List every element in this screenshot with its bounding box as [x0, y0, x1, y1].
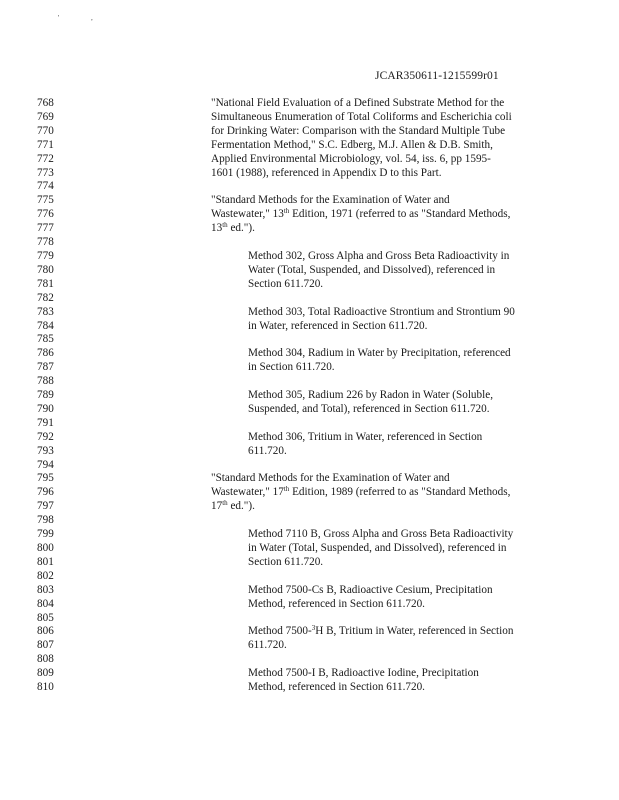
- line-number: 805: [37, 611, 54, 624]
- line-number: 773: [37, 166, 54, 179]
- text-line: [0, 208, 619, 222]
- line-number: 777: [37, 222, 54, 235]
- line-text: [248, 445, 287, 459]
- text-line: [0, 681, 619, 695]
- line-number: 783: [37, 305, 54, 318]
- text-line: [0, 445, 619, 459]
- line-text-continued: Edition, 1971 (referred to as "Standard Methods,: [289, 208, 511, 221]
- line-number: 792: [37, 430, 54, 443]
- text-line: [0, 500, 619, 514]
- text-line: [0, 139, 619, 153]
- text-line: [0, 333, 619, 347]
- text-line: [0, 361, 619, 375]
- line-text-main: Method 304, Radium in Water by Precipitation, referenced: [248, 347, 511, 360]
- text-line: [0, 667, 619, 681]
- numbered-text-body: [0, 97, 619, 695]
- line-number: 798: [37, 514, 54, 527]
- line-text: [248, 264, 495, 278]
- line-number: 775: [37, 194, 54, 207]
- text-line: [0, 542, 619, 556]
- line-number: 807: [37, 639, 54, 652]
- line-number: 768: [37, 97, 54, 109]
- line-text-main: in Water (Total, Suspended, and Dissolved), referenced in: [248, 542, 507, 554]
- line-text-main: Method 303, Total Radioactive Strontium and Strontium 90: [248, 305, 515, 318]
- line-text-main: Suspended, and Total), referenced in Section 611.720.: [248, 402, 490, 415]
- line-number: 799: [37, 528, 54, 541]
- line-text: [248, 681, 425, 695]
- text-line: [0, 111, 619, 125]
- line-text-main: Method, referenced in Section 611.720.: [248, 597, 425, 610]
- line-number: 779: [37, 249, 54, 262]
- line-number: 802: [37, 569, 54, 582]
- line-number: 803: [37, 583, 54, 596]
- line-text: [248, 598, 425, 612]
- text-line: [0, 528, 619, 542]
- line-text-main: 17: [211, 500, 223, 513]
- text-line: [0, 459, 619, 473]
- line-text: [248, 584, 493, 598]
- line-number: 808: [37, 653, 54, 666]
- line-text: [211, 222, 255, 236]
- line-number: 801: [37, 555, 54, 568]
- line-number: 806: [37, 625, 54, 638]
- text-line: [0, 167, 619, 181]
- text-line: [0, 389, 619, 403]
- line-text-main: Method 7500-Cs B, Radioactive Cesium, Precipitation: [248, 583, 493, 596]
- line-number: 795: [37, 472, 54, 485]
- scan-marks: [58, 14, 93, 22]
- text-line: [0, 180, 619, 194]
- line-number: 780: [37, 263, 54, 276]
- line-number: 771: [37, 138, 54, 151]
- line-text-main: 611.720.: [248, 639, 287, 652]
- line-text: [211, 194, 450, 208]
- line-number: 791: [37, 416, 54, 429]
- text-line: [0, 153, 619, 167]
- text-line: [0, 598, 619, 612]
- line-number: 809: [37, 667, 54, 680]
- line-text: [211, 111, 512, 125]
- line-text-main: Method 305, Radium 226 by Radon in Water (Soluble,: [248, 389, 493, 402]
- line-text: [248, 403, 490, 417]
- line-number: 778: [37, 236, 54, 249]
- line-text-continued: ed.").: [227, 222, 255, 235]
- line-text-main: Water (Total, Suspended, and Dissolved), referenced in: [248, 263, 496, 276]
- line-text: [248, 667, 479, 681]
- line-text-main: "Standard Methods for the Examination of Water and: [211, 194, 450, 207]
- line-text-main: in Section 611.720.: [248, 361, 335, 374]
- line-number: 804: [37, 597, 54, 610]
- line-number: 790: [37, 402, 54, 415]
- scan-mark: ': [58, 14, 60, 22]
- line-number: 772: [37, 152, 54, 165]
- line-text-main: Wastewater," 13: [211, 208, 284, 221]
- text-line: [0, 306, 619, 320]
- line-text: [211, 472, 450, 486]
- text-line: [0, 431, 619, 445]
- line-number: 793: [37, 444, 54, 457]
- superscript: 3: [311, 624, 316, 633]
- line-text-main: Method 7500-: [248, 625, 312, 638]
- line-text-main: Method 306, Tritium in Water, referenced in Section: [248, 430, 483, 443]
- line-text-main: 611.720.: [248, 444, 287, 457]
- line-text-main: 1601 (1988), referenced in Appendix D to this Part.: [211, 166, 442, 179]
- line-text: [248, 528, 513, 542]
- text-line: [0, 625, 619, 639]
- line-number: 782: [37, 291, 54, 304]
- text-line: [0, 278, 619, 292]
- line-text-main: "National Field Evaluation of a Defined Substrate Method for the: [211, 97, 505, 109]
- line-number: 785: [37, 333, 54, 346]
- line-text: [248, 361, 335, 375]
- text-line: [0, 403, 619, 417]
- text-line: [0, 514, 619, 528]
- text-line: [0, 320, 619, 334]
- text-line: [0, 584, 619, 598]
- superscript: th: [283, 485, 290, 494]
- line-text: [248, 625, 513, 639]
- line-text-main: Section 611.720.: [248, 277, 324, 290]
- text-line: [0, 556, 619, 570]
- text-line: [0, 222, 619, 236]
- line-number: 786: [37, 347, 54, 360]
- line-text: [211, 208, 510, 222]
- line-text: [211, 167, 442, 181]
- line-number: 796: [37, 486, 54, 499]
- line-text: [211, 153, 491, 167]
- text-line: [0, 639, 619, 653]
- text-line: [0, 194, 619, 208]
- line-text: [211, 125, 505, 139]
- line-number: 787: [37, 361, 54, 374]
- text-line: [0, 570, 619, 584]
- line-text-main: Fermentation Method," S.C. Edberg, M.J. Allen & D.B. Smith,: [211, 138, 493, 151]
- line-text: [211, 500, 255, 514]
- text-line: [0, 292, 619, 306]
- line-text-main: for Drinking Water: Comparison with the Standard Multiple Tube: [211, 124, 506, 137]
- line-number: 781: [37, 277, 54, 290]
- line-number: 776: [37, 208, 54, 221]
- text-line: [0, 250, 619, 264]
- scan-mark: ,: [91, 14, 93, 22]
- line-number: 788: [37, 375, 54, 388]
- line-text: [248, 389, 493, 403]
- line-text-main: Method 7500-I B, Radioactive Iodine, Precipitation: [248, 667, 479, 680]
- line-text-main: Simultaneous Enumeration of Total Coliforms and Escherichia coli: [211, 110, 512, 123]
- line-number: 794: [37, 458, 54, 471]
- text-line: [0, 236, 619, 250]
- text-line: [0, 653, 619, 667]
- line-number: 797: [37, 500, 54, 513]
- line-text: [248, 320, 427, 334]
- line-text: [248, 542, 506, 556]
- line-number: 774: [37, 180, 54, 193]
- text-line: [0, 486, 619, 500]
- line-text-main: Applied Environmental Microbiology, vol. 54, iss. 6, pp 1595-: [211, 152, 491, 165]
- line-text: [248, 250, 509, 264]
- line-number: 789: [37, 389, 54, 402]
- line-text-main: 13: [211, 222, 223, 235]
- line-text-main: "Standard Methods for the Examination of Water and: [211, 472, 450, 485]
- text-line: [0, 347, 619, 361]
- line-text: [248, 347, 511, 361]
- line-text: [211, 486, 510, 500]
- line-text-continued: Edition, 1989 (referred to as "Standard Methods,: [289, 486, 511, 499]
- line-text: [211, 97, 504, 111]
- superscript: th: [222, 499, 228, 508]
- text-line: [0, 417, 619, 431]
- text-line: [0, 264, 619, 278]
- line-number: 769: [37, 110, 54, 123]
- document-id: JCAR350611-1215599r01: [375, 70, 499, 82]
- line-text-main: Method, referenced in Section 611.720.: [248, 681, 425, 694]
- text-line: [0, 375, 619, 389]
- line-text: [248, 431, 482, 445]
- line-text: [248, 639, 287, 653]
- line-text-main: Section 611.720.: [248, 555, 324, 568]
- line-text-main: in Water, referenced in Section 611.720.: [248, 319, 428, 332]
- text-line: [0, 472, 619, 486]
- line-number: 810: [37, 681, 54, 694]
- line-text-continued: ed.").: [227, 500, 255, 513]
- line-number: 770: [37, 124, 54, 137]
- line-text-main: Method 7110 B, Gross Alpha and Gross Beta Radioactivity: [248, 528, 514, 541]
- text-line: [0, 125, 619, 139]
- line-text: [211, 139, 493, 153]
- superscript: th: [222, 221, 228, 230]
- text-line: [0, 612, 619, 626]
- line-text: [248, 556, 323, 570]
- line-text-main: Wastewater," 17: [211, 486, 284, 499]
- line-number: 784: [37, 319, 54, 332]
- line-text-continued: H B, Tritium in Water, referenced in Section: [315, 625, 514, 638]
- line-text: [248, 278, 323, 292]
- text-line: [0, 97, 619, 111]
- superscript: th: [283, 207, 290, 216]
- line-number: 800: [37, 542, 54, 554]
- line-text: [248, 306, 515, 320]
- line-text-main: Method 302, Gross Alpha and Gross Beta Radioactivity in: [248, 249, 510, 262]
